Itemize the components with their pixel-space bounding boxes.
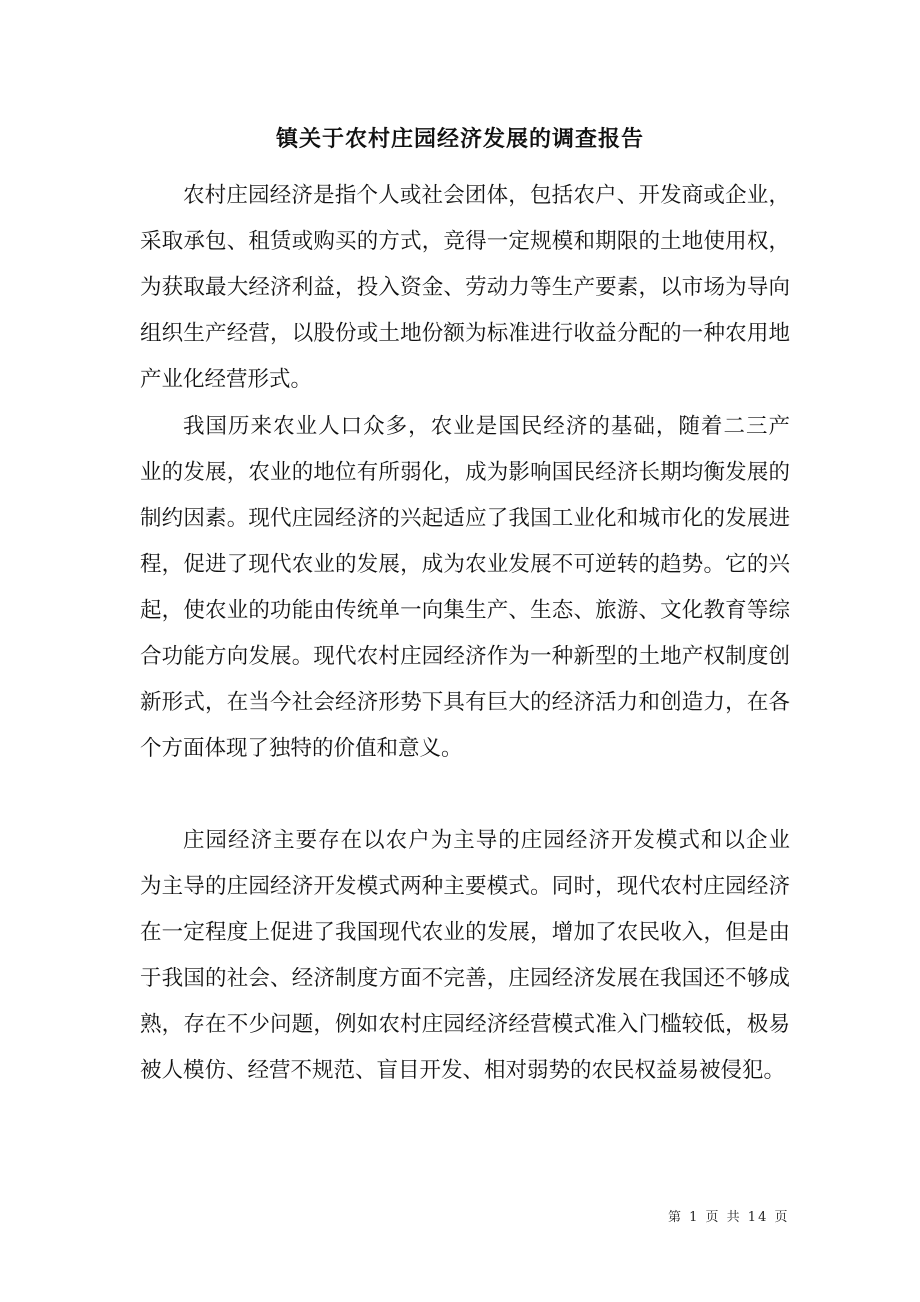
paragraph-line: 为主导的庄园经济开发模式两种主要模式。同时，现代农村庄园经济 xyxy=(140,874,790,899)
paragraph-line: 程，促进了现代农业的发展，成为农业发展不可逆转的趋势。它的兴 xyxy=(140,552,790,577)
paragraph-line: 合功能方向发展。现代农村庄园经济作为一种新型的土地产权制度创 xyxy=(140,644,790,669)
paragraph-line: 熟，存在不少问题，例如农村庄园经济经营模式准入门槛较低，极易 xyxy=(140,1012,790,1037)
paragraph-line: 个方面体现了独特的价值和意义。 xyxy=(140,736,463,761)
paragraph-line: 采取承包、租赁或购买的方式，竞得一定规模和期限的土地使用权， xyxy=(140,229,790,254)
paragraph-line: 于我国的社会、经济制度方面不完善，庄园经济发展在我国还不够成 xyxy=(140,966,790,991)
paragraph-line: 农村庄园经济是指个人或社会团体，包括农户、开发商或企业， xyxy=(183,183,790,208)
paragraph-line: 新形式，在当今社会经济形势下具有巨大的经济活力和创造力，在各 xyxy=(140,690,790,715)
paragraph-line: 为获取最大经济利益，投入资金、劳动力等生产要素，以市场为导向 xyxy=(140,275,790,300)
document-title: 镇关于农村庄园经济发展的调查报告 xyxy=(275,126,644,152)
paragraph-line: 我国历来农业人口众多，农业是国民经济的基础，随着二三产 xyxy=(183,414,790,439)
paragraph-line: 起，使农业的功能由传统单一向集生产、生态、旅游、文化教育等综 xyxy=(140,598,790,623)
paragraph-line: 被人模仿、经营不规范、盲目开发、相对弱势的农民权益易被侵犯。 xyxy=(140,1058,786,1083)
paragraph-line: 组织生产经营，以股份或土地份额为标准进行收益分配的一种农用地 xyxy=(140,321,790,346)
paragraph-line: 庄园经济主要存在以农户为主导的庄园经济开发模式和以企业 xyxy=(183,828,790,853)
page-number: 第 1 页 共 14 页 xyxy=(668,1210,790,1225)
paragraph-line: 制约因素。现代庄园经济的兴起适应了我国工业化和城市化的发展进 xyxy=(140,506,790,531)
paragraph-line: 业的发展，农业的地位有所弱化，成为影响国民经济长期均衡发展的 xyxy=(140,460,790,485)
paragraph-line: 在一定程度上促进了我国现代农业的发展，增加了农民收入，但是由 xyxy=(140,920,790,945)
paragraph-line: 产业化经营形式。 xyxy=(140,367,313,392)
